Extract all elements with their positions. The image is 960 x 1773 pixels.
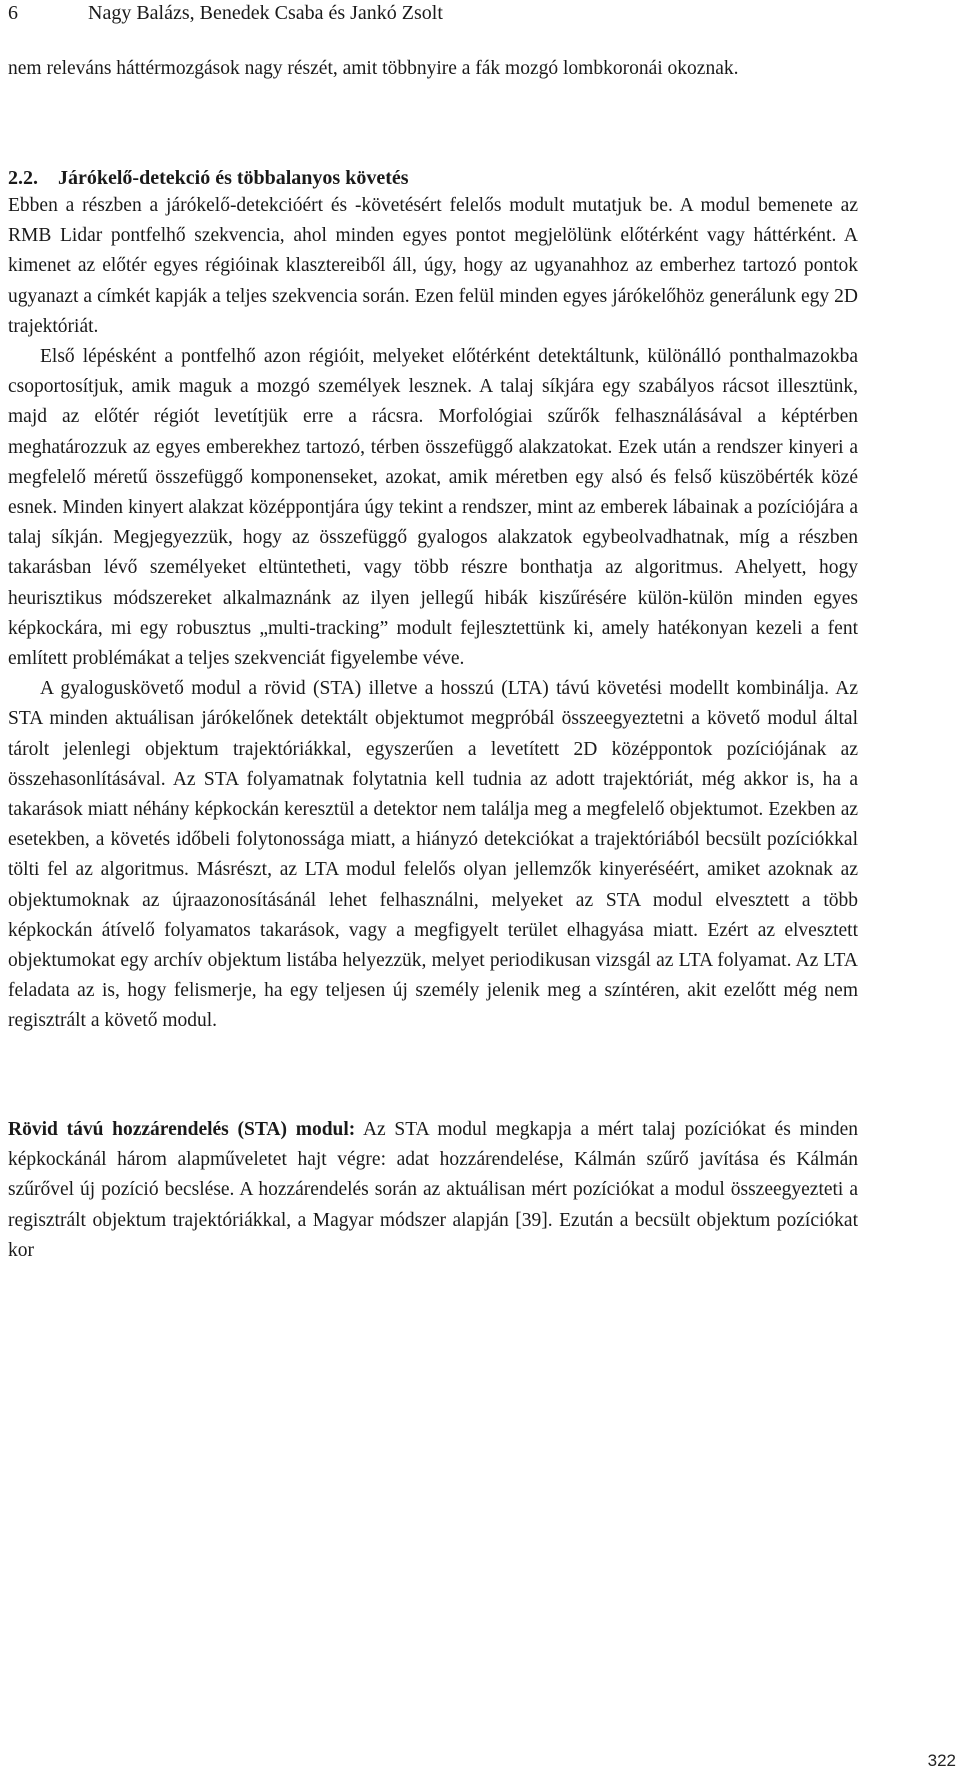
intro-paragraph-text: nem releváns háttérmozgások nagy részét, amit többnyire a fák mozgó lombkoronái okoznak. (8, 58, 739, 79)
section-heading (8, 165, 409, 191)
sta-paragraph-text: Az STA modul megkapja a mért talaj pozíciókat és minden képkockánál három alapműveletet hajt végre: adat hozzárendelése, Kálmán szűrő javítása és Kálmán szűrővel új pozíció becslése. A hozzárendelés során az aktuálisan mért pozíciókat a modul összeegyezteti a regisztrált objektum trajektóriákkal, a Magyar módszer alapján [39]. Ezután a becsült objektum pozíciókat kor (8, 1119, 858, 1261)
paragraph-3: A gyaloguskövető modul a rövid (STA) illetve a hosszú (LTA) távú követési modellt kombinálja. Az STA minden aktuálisan járókelőnek detektált objektumot megpróbál összeegyeztetni a követő modul által tárolt jelenlegi objektum trajektóriákkal, egyszerűen a levetített 2D középpontok pozíciójának az összehasonlításával. Az STA folyamatnak folytatnia kell tudnia az adott trajektóriát, még akkor is, ha a takarások miatt néhány képkockán keresztül a detektor nem találja meg a megfelelő objektumot. Ezekben az esetekben, a követés időbeli folytonossága miatt, a hiányzó detekciókat a trajektóriából becsült pozíciókkal tölti fel az algoritmus. Másrészt, az LTA modul felelős olyan jellemzők kinyeréséért, amiket azoknak az objektumoknak az újraazonosításánál lehet felhasználni, melyeket az STA modul elvesztett a több képkockán átívelő folyamatos takarások, vagy a megfigyelt terület elhagyása miatt. Ezért az elvesztett objektumokat egy archív objektum listába helyezzük, melyet periodikusan vizsgál az LTA folyamat. Az LTA feladata az is, hogy felismerje, ha egy teljesen új személy jelenik meg a színtéren, akit ezelőtt még nem regisztrált a követő modul. (8, 678, 858, 1032)
paragraph-1: Ebben a részben a járókelő-detekcióért és -követésért felelős modult mutatjuk be. A modul bemenete az RMB Lidar pontfelhő szekvencia, ahol minden egyes pontot megjelölünk előtérként vagy háttérként. A kimenet az előtér egyes régióinak klasztereiből áll, úgy, hogy az ugyanahhoz az emberhez tartozó pontok ugyanazt a címkét kapják a teljes szekvencia során. Ezen felül minden egyes járókelőhöz generálunk egy 2D trajektóriát. (8, 195, 858, 337)
footer-page-number: 322 (927, 1751, 956, 1770)
paragraph-2: Első lépésként a pontfelhő azon régióit, melyeket előtérként detektáltunk, különálló ponthalmazokba csoportosítjuk, amik maguk a mozgó személyek lesznek. A talaj síkjára egy szabályos rácsot illesztünk, majd az előtér régiót levetítjük erre a rácsra. Morfológiai szűrők felhasználásával a képtérben meghatározzuk az egyes emberekhez tartozó, térben összefüggő alakzatokat. Ezek után a rendszer kinyeri a megfelelő méretű összefüggő komponenseket, azokat, amik méretben egy alsó és felső küszöbérték közé esnek. Minden kinyert alakzat középpontjára úgy tekint a rendszer, mint az emberek lábainak a pozíciójára a talaj síkján. Megjegyezzük, hogy az összefüggő gyalogos alakzatok egybeolvadhatnak, míg a részben takarásban lévő személyeket eltüntetheti, vagy több részre bonthatja az algoritmus. Ahelyett, hogy heurisztikus módszereket alkalmaznánk az ilyen jellegű hibák kiszűrésére külön-külön minden egyes képkockára, mi egy robusztus „multi-tracking” modult fejlesztettünk ki, amely hatékonyan kezeli a fent említett problémákat a teljes szekvenciát figyelembe véve. (8, 346, 858, 670)
section-title: Járókelő-detekció és többalanyos követés (58, 167, 409, 189)
section-body (8, 191, 858, 1037)
header-page-number: 6 (8, 2, 18, 24)
sta-runin-heading: Rövid távú hozzárendelés (STA) modul: (8, 1119, 356, 1140)
intro-paragraph (8, 54, 858, 84)
section-number: 2.2. (8, 167, 38, 189)
header-authors: Nagy Balázs, Benedek Csaba és Jankó Zsolt (88, 2, 443, 24)
sta-paragraph-body (8, 1115, 858, 1266)
running-header (8, 0, 858, 30)
sta-paragraph (8, 1115, 858, 1266)
